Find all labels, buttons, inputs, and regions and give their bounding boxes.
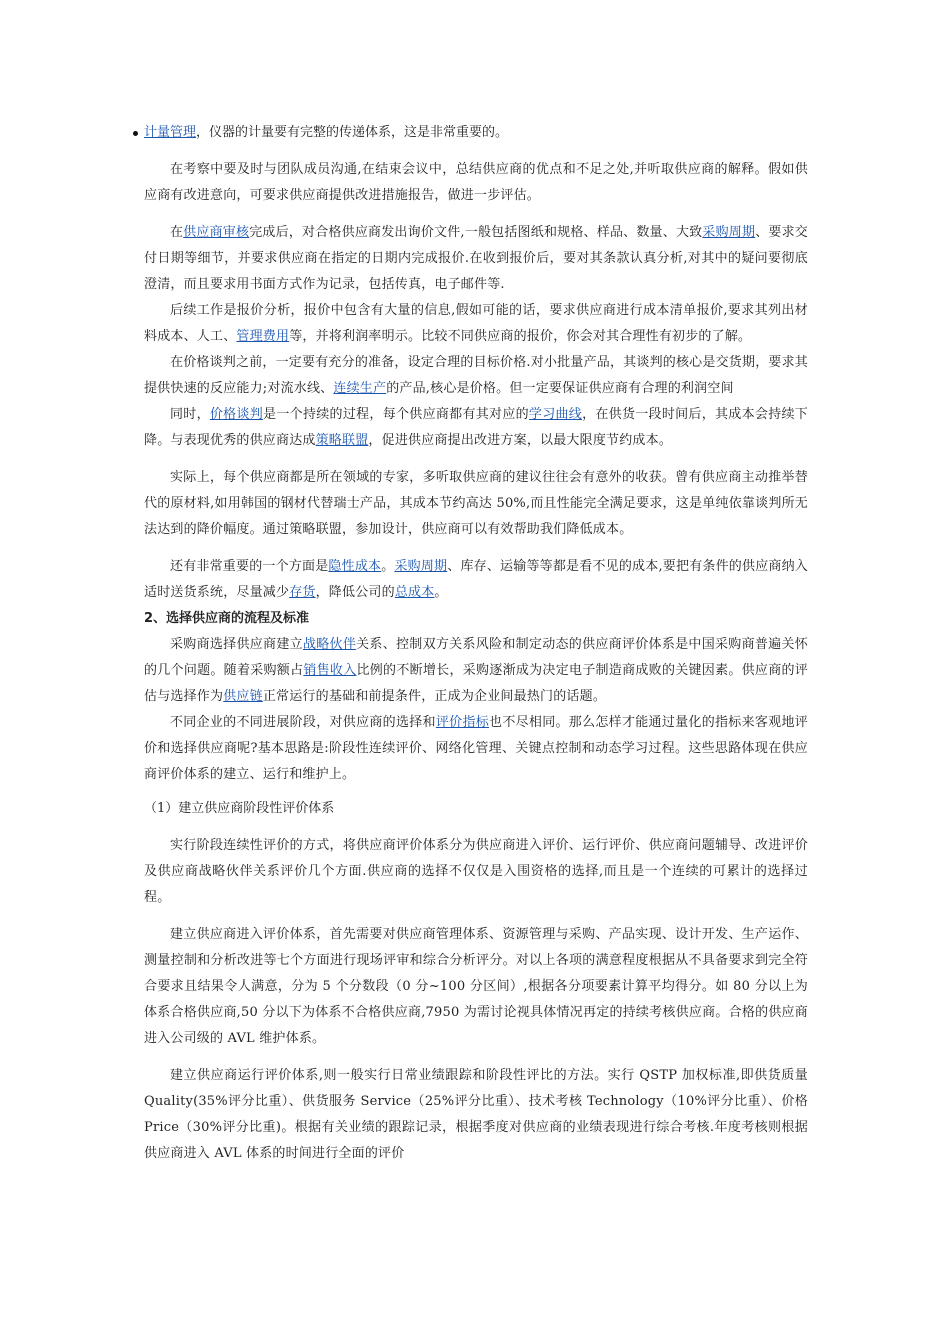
paragraph-communication: 在考察中要及时与团队成员沟通,在结束会议中，总结供应商的优点和不足之处,并听取供应商的解释。假如供应商有改进意向，可要求供应商提供改进措施报告，做进一步评估。 — [144, 162, 808, 203]
link-price-negotiation[interactable]: 价格谈判 — [209, 407, 264, 422]
paragraph-supplier-expertise: 实际上，每个供应商都是所在领域的专家，多听取供应商的建议往往会有意外的收获。曾有供应商主动推举替代的原材料,如用韩国的钢材代替瑞士产品，其成本节约高达 50%,而且性能完全满足要求，这是单纯依靠谈判所无法达到的降价幅度。通过策略联盟，参加设计，供应商可以有效帮助我们降低成本。 — [144, 470, 808, 537]
paragraph-entry-evaluation: 建立供应商进入评价体系，首先需要对供应商管理体系、资源管理与采购、产品实现、设计开发、生产运作、测量控制和分析改进等七个方面进行现场评审和综合分析评分。对以上各项的满意程度根据从不具备要求到完全符合要求且结果令人满意，分为 5 个分数段（0 分~100 分区间）,根据各分项要素计算平均得分。如 80 分以上为体系合格供应商,50 分以下为体系不合格供应商,7950 为需讨论视具体情况再定的持续考核供应商。合格的供应商进入公司级的 AVL 维护体系。 — [144, 927, 808, 1046]
link-evaluation-indicator[interactable]: 评价指标 — [435, 715, 490, 730]
link-purchase-cycle[interactable]: 采购周期 — [702, 225, 756, 240]
link-strategic-partner[interactable]: 战略伙伴 — [302, 637, 357, 652]
paragraph-learning-curve: 同时，价格谈判是一个持续的过程，每个供应商都有其对应的学习曲线，在供货一段时间后，其成本会持续下降。与表现优秀的供应商达成策略联盟，促进供应商提出改进方案，以最大限度节约成本。 — [144, 407, 808, 448]
paragraph-hidden-costs: 还有非常重要的一个方面是隐性成本。采购周期、库存、运输等等都是看不见的成本,要把有条件的供应商纳入适时送货系统，尽量减少存货，降低公司的总成本。 — [144, 559, 809, 600]
paragraph-strategic-partners: 采购商选择供应商建立战略伙伴关系、控制双方关系风险和制定动态的供应商评价体系是中国采购商普遍关怀的几个问题。随着采购额占销售收入比例的不断增长，采购逐渐成为决定电子制造商成败的关键因素。供应商的评估与选择作为供应链正常运行的基础和前提条件，正成为企业间最热门的话题。 — [144, 637, 808, 704]
paragraph-quote-analysis: 后续工作是报价分析，报价中包含有大量的信息,假如可能的话，要求供应商进行成本清单报价,要求其列出材料成本、人工、管理费用等，并将利润率明示。比较不同供应商的报价，你会对其合理性有初步的了解。 — [144, 303, 808, 344]
link-inventory[interactable]: 存货 — [289, 585, 316, 600]
paragraph-price-negotiation-prep: 在价格谈判之前，一定要有充分的准备，设定合理的目标价格.对小批量产品，其谈判的核心是交货期，要求其提供快速的反应能力;对流水线、连续生产的产品,核心是价格。但一定要保证供应商有合理的利润空间 — [144, 355, 808, 396]
link-metrology-management[interactable]: 计量管理 — [144, 125, 197, 140]
bullet-item-metrology: 计量管理，仪器的计量要有完整的传递体系，这是非常重要的。 — [144, 120, 808, 146]
paragraph-inquiry: 在供应商审核完成后，对合格供应商发出询价文件,一般包括图纸和规格、样品、数量、大致采购周期、要求交付日期等细节，并要求供应商在指定的日期内完成报价.在收到报价后，要对其条款认真分析,对其中的疑问要彻底澄清，而且要求用书面方式作为记录，包括传真，电子邮件等. — [144, 225, 808, 292]
link-strategic-alliance[interactable]: 策略联盟 — [315, 433, 369, 448]
link-hidden-cost[interactable]: 隐性成本 — [328, 559, 382, 574]
link-supplier-audit[interactable]: 供应商审核 — [183, 225, 250, 240]
link-purchase-cycle-2[interactable]: 采购周期 — [394, 559, 448, 574]
document-body — [144, 120, 808, 1167]
link-continuous-production[interactable]: 连续生产 — [333, 381, 387, 396]
paragraph-operation-evaluation: 建立供应商运行评价体系,则一般实行日常业绩跟踪和阶段性评比的方法。实行 QSTP 加权标准,即供货质量 Quality(35%评分比重）、供货服务 Service（25%评分比重）、技术考核 Technology（10%评分比重）、价格 Price（30%评分比重)。根据有关业绩的跟踪记录，根据季度对供应商的业绩表现进行综合考核.年度考核则根据供应商进入 AVL 体系的时间进行全面的评价 — [144, 1068, 808, 1161]
bullet-dot-icon — [133, 131, 138, 136]
paragraph-stage-evaluation: 实行阶段连续性评价的方式，将供应商评价体系分为供应商进入评价、运行评价、供应商问题辅导、改进评价及供应商战略伙伴关系评价几个方面.供应商的选择不仅仅是入围资格的选择,而且是一个连续的可累计的选择过程。 — [144, 838, 808, 905]
link-supply-chain[interactable]: 供应链 — [223, 689, 263, 704]
link-management-expenses[interactable]: 管理费用 — [236, 329, 290, 344]
link-sales-revenue[interactable]: 销售收入 — [303, 663, 357, 678]
subheading-stage-evaluation: （1）建立供应商阶段性评价体系 — [144, 801, 335, 816]
paragraph-evaluation-indicators: 不同企业的不同进展阶段，对供应商的选择和评价指标也不尽相同。那么怎样才能通过量化的指标来客观地评价和选择供应商呢?基本思路是:阶段性连续评价、网络化管理、关键点控制和动态学习过程。这些思路体现在供应商评价体系的建立、运行和维护上。 — [144, 715, 808, 782]
link-learning-curve[interactable]: 学习曲线 — [528, 407, 583, 422]
link-total-cost[interactable]: 总成本 — [394, 585, 435, 600]
section-heading-supplier-selection: 2、选择供应商的流程及标准 — [144, 611, 310, 626]
